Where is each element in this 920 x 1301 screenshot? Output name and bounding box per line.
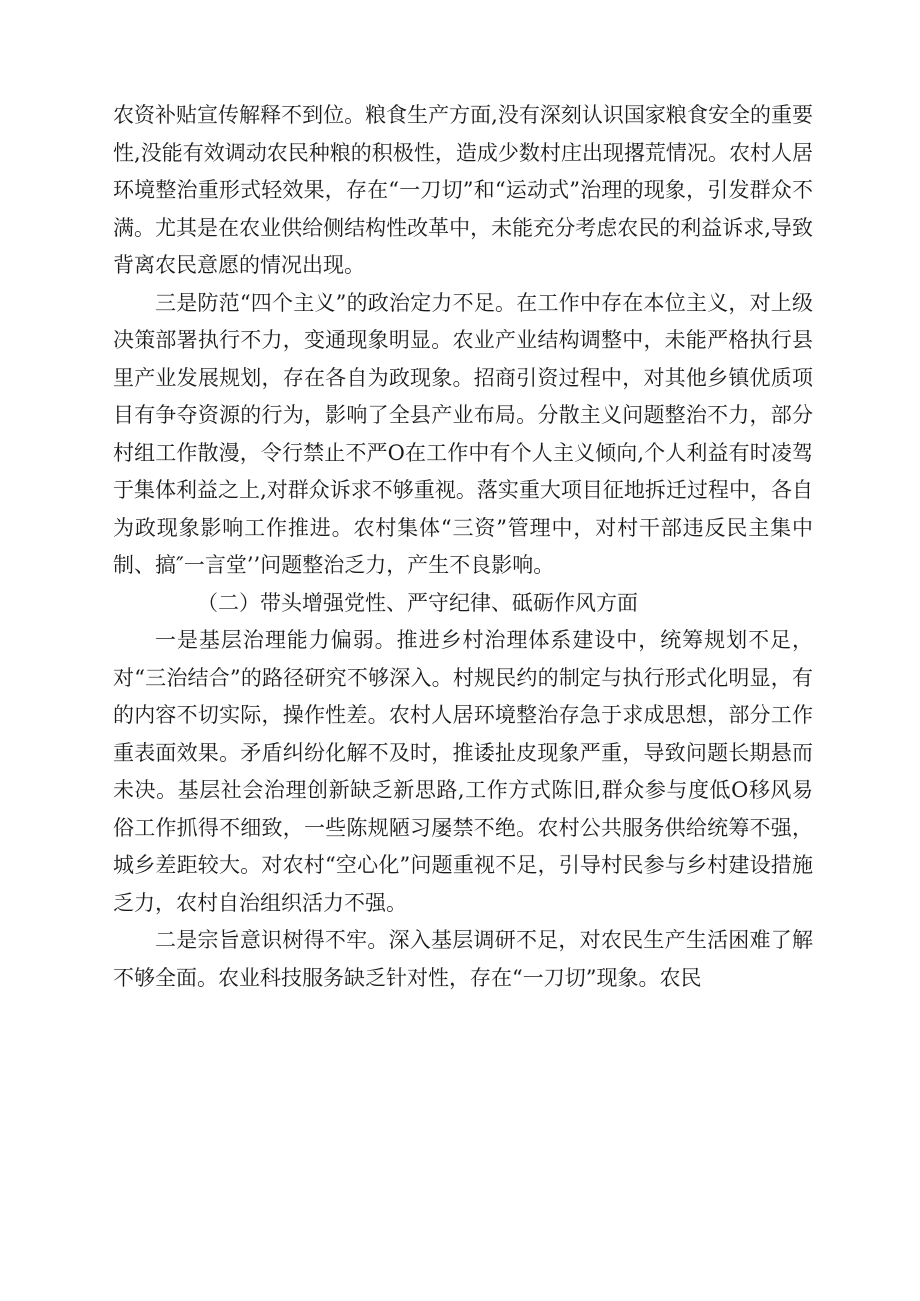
document-body	[113, 97, 813, 997]
paragraph-continuation: 农资补贴宣传解释不到位。粮食生产方面,没有深刻认识国家粮食安全的重要性,没能有效调动农民种粮的积极性，造成少数村庄出现撂荒情况。农村人居环境整治重形式轻效果，存在“一刀切”和“运动式”治理的现象，引发群众不满。尤其是在农业供给侧结构性改革中，未能充分考虑农民的利益诉求,导致背离农民意愿的情况出现。	[113, 103, 813, 277]
paragraph-grassroots-governance: 一是基层治理能力偏弱。推进乡村治理体系建设中，统筹规划不足，对“三治结合”的路径研究不够深入。村规民约的制定与执行形式化明显，有的内容不切实际，操作性差。农村人居环境整治存急于求成思想，部分工作重表面效果。矛盾纠纷化解不及时，推诿扯皮现象严重，导致问题长期悬而未决。基层社会治理创新缺乏新思路,工作方式陈旧,群众参与度低O移风易俗工作抓得不细致，一些陈规陋习屡禁不绝。农村公共服务供给统筹不强，城乡差距较大。对农村“空心化”问题重视不足，引导村民参与乡村建设措施乏力，农村自治组织活力不强。	[113, 628, 813, 915]
section-heading: （二）带头增强党性、严守纪律、砥砺作风方面	[197, 590, 638, 615]
paragraph-purpose-awareness: 二是宗旨意识树得不牢。深入基层调研不足，对农民生产生活困难了解不够全面。农业科技服务缺乏针对性，存在“一刀切”现象。农民	[113, 928, 813, 990]
paragraph-four-isms: 三是防范“四个主义”的政治定力不足。在工作中存在本位主义，对上级决策部署执行不力，变通现象明显。农业产业结构调整中，未能严格执行县里产业发展规划，存在各自为政现象。招商引资过程中，对其他乡镇优质项目有争夺资源的行为，影响了全县产业布局。分散主义问题整治不力，部分村组工作散漫，令行禁止不严O在工作中有个人主义倾向,个人利益有时凌驾于集体利益之上,对群众诉求不够重视。落实重大项目征地拆迁过程中，各自为政现象影响工作推进。农村集体“三资”管理中，对村干部违反民主集中制、搞″一言堂’’问题整治乏力，产生不良影响。	[113, 290, 813, 577]
